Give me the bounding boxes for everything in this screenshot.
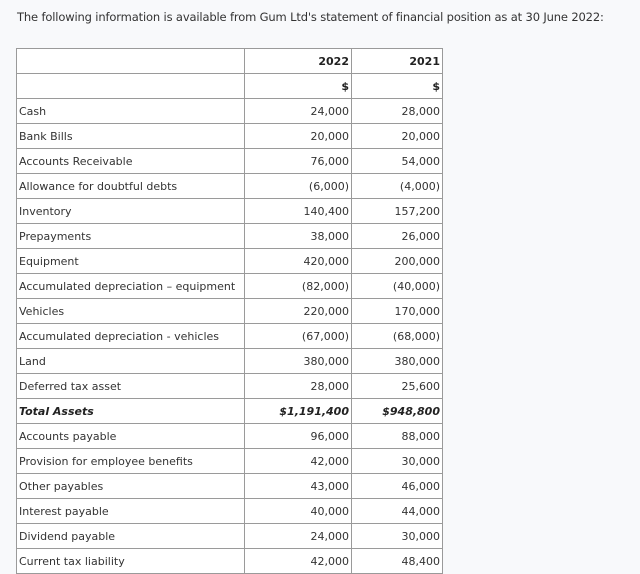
table-row	[17, 524, 443, 549]
table-row	[17, 549, 443, 574]
value-2022: 43,000	[245, 474, 352, 499]
table-row	[17, 374, 443, 399]
row-label: Current tax liability	[17, 549, 245, 574]
row-label: Equipment	[17, 249, 245, 274]
header-label-cell	[17, 74, 245, 99]
value-2022: 20,000	[245, 124, 352, 149]
table-row	[17, 124, 443, 149]
header-unit-2021: $	[352, 74, 443, 99]
value-2022: (6,000)	[245, 174, 352, 199]
value-2021: 170,000	[352, 299, 443, 324]
value-2021: 54,000	[352, 149, 443, 174]
table-row	[17, 99, 443, 124]
header-year-row	[17, 49, 443, 74]
value-2022: (82,000)	[245, 274, 352, 299]
value-2021: 157,200	[352, 199, 443, 224]
row-label: Accounts payable	[17, 424, 245, 449]
value-2022: 24,000	[245, 99, 352, 124]
row-label: Accumulated depreciation - vehicles	[17, 324, 245, 349]
value-2022: 76,000	[245, 149, 352, 174]
value-2021: 28,000	[352, 99, 443, 124]
value-2022: 420,000	[245, 249, 352, 274]
header-year-2021: 2021	[352, 49, 443, 74]
table-row	[17, 499, 443, 524]
value-2021: 46,000	[352, 474, 443, 499]
table-row	[17, 349, 443, 374]
table-row	[17, 224, 443, 249]
row-label: Cash	[17, 99, 245, 124]
value-2021: 44,000	[352, 499, 443, 524]
value-2021: 30,000	[352, 524, 443, 549]
table-row	[17, 424, 443, 449]
value-2021: 48,400	[352, 549, 443, 574]
row-label: Allowance for doubtful debts	[17, 174, 245, 199]
row-label: Accumulated depreciation – equipment	[17, 274, 245, 299]
row-label: Vehicles	[17, 299, 245, 324]
table-row	[17, 299, 443, 324]
value-2021: 25,600	[352, 374, 443, 399]
value-2022: 42,000	[245, 549, 352, 574]
table-row	[17, 249, 443, 274]
value-2021: 380,000	[352, 349, 443, 374]
intro-text: The following information is available from Gum Ltd's statement of financial position as at 30 June 2022:	[17, 10, 604, 24]
row-label: Total Assets	[17, 399, 245, 424]
value-2021: 20,000	[352, 124, 443, 149]
financial-position-table	[16, 48, 443, 574]
header-unit-row	[17, 74, 443, 99]
row-label: Interest payable	[17, 499, 245, 524]
table-row	[17, 449, 443, 474]
value-2022: (67,000)	[245, 324, 352, 349]
row-label: Dividend payable	[17, 524, 245, 549]
value-2021: 200,000	[352, 249, 443, 274]
value-2021: 26,000	[352, 224, 443, 249]
row-label: Land	[17, 349, 245, 374]
value-2022: 40,000	[245, 499, 352, 524]
header-year-2022: 2022	[245, 49, 352, 74]
value-2021: (4,000)	[352, 174, 443, 199]
header-unit-2022: $	[245, 74, 352, 99]
row-label: Bank Bills	[17, 124, 245, 149]
table-row	[17, 399, 443, 424]
table-row	[17, 174, 443, 199]
value-2021: 88,000	[352, 424, 443, 449]
table-row	[17, 324, 443, 349]
value-2022: 220,000	[245, 299, 352, 324]
row-label: Inventory	[17, 199, 245, 224]
row-label: Provision for employee benefits	[17, 449, 245, 474]
value-2021: 30,000	[352, 449, 443, 474]
row-label: Deferred tax asset	[17, 374, 245, 399]
table-row	[17, 274, 443, 299]
value-2022: 140,400	[245, 199, 352, 224]
table-row	[17, 474, 443, 499]
row-label: Prepayments	[17, 224, 245, 249]
value-2022: 96,000	[245, 424, 352, 449]
row-label: Accounts Receivable	[17, 149, 245, 174]
value-2022: 24,000	[245, 524, 352, 549]
table-row	[17, 199, 443, 224]
value-2022: $1,191,400	[245, 399, 352, 424]
value-2021: $948,800	[352, 399, 443, 424]
value-2022: 42,000	[245, 449, 352, 474]
value-2022: 380,000	[245, 349, 352, 374]
table-row	[17, 149, 443, 174]
value-2022: 38,000	[245, 224, 352, 249]
value-2021: (68,000)	[352, 324, 443, 349]
row-label: Other payables	[17, 474, 245, 499]
header-label-cell	[17, 49, 245, 74]
value-2021: (40,000)	[352, 274, 443, 299]
value-2022: 28,000	[245, 374, 352, 399]
